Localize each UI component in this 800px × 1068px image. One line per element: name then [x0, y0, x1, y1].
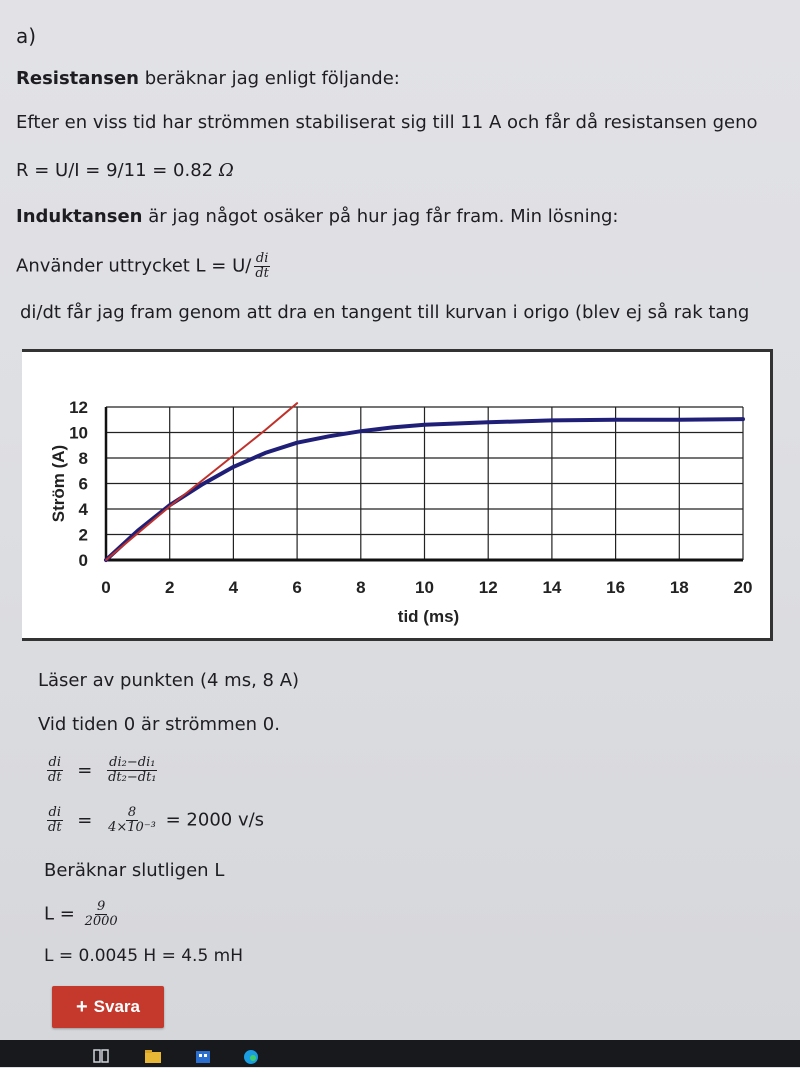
y-tick-label: 12	[69, 398, 88, 417]
x-tick-label: 12	[478, 578, 498, 597]
x-tick-label: 10	[415, 578, 434, 597]
eq1-lhs-num: di	[48, 755, 62, 770]
expression-text: Använder uttrycket L = U/	[16, 255, 252, 277]
paragraph-time-zero: Vid tiden 0 är strömmen 0.	[38, 714, 280, 735]
eq3-lhs: L =	[44, 903, 75, 925]
y-tick-label: 10	[69, 423, 88, 443]
eq3-den: 2000	[84, 914, 118, 929]
equation-derivative-value	[44, 806, 264, 835]
paragraph-read-point: Läser av punkten (4 ms, 8 A)	[38, 670, 300, 691]
fraction-numerator: di	[255, 251, 269, 266]
task-view-icon[interactable]	[92, 1048, 110, 1064]
eq2-lhs-den: dt	[48, 820, 62, 835]
eq3-fraction	[83, 900, 120, 929]
eq1-rhs	[106, 756, 158, 785]
eq2-equals: =	[77, 809, 93, 831]
x-axis-label: tid (ms)	[397, 607, 460, 626]
omega-symbol: Ω	[218, 160, 234, 181]
eq2-rhs-den: 4×10⁻³	[108, 820, 156, 835]
x-tick-label: 8	[356, 578, 366, 597]
paragraph-expression	[16, 252, 273, 281]
di-dt-fraction	[253, 252, 271, 281]
paragraph-final: Beräknar slutligen L	[44, 860, 225, 881]
eq2-result: = 2000 v/s	[165, 809, 265, 831]
equation-derivative	[44, 756, 161, 785]
series-tangent-line	[106, 403, 297, 560]
plus-icon: +	[75, 995, 88, 1018]
y-tick-label: 2	[78, 525, 88, 545]
paragraph-resistance	[16, 68, 400, 89]
x-tick-label: 2	[164, 578, 175, 597]
eq1-rhs-num: di₂−di₁	[109, 755, 156, 770]
eq1-lhs-den: dt	[48, 770, 62, 785]
x-tick-label: 18	[669, 578, 689, 597]
eq2-lhs	[46, 806, 64, 835]
resistance-formula	[16, 160, 234, 181]
paragraph-tangent: di/dt får jag fram genom att dra en tangent till kurvan i origo (blev ej så rak tang	[20, 302, 750, 323]
eq2-rhs	[106, 806, 158, 835]
resistance-text: beräknar jag enligt följande:	[138, 68, 400, 89]
store-icon[interactable]	[194, 1048, 212, 1064]
inductance-text: är jag något osäker på hur jag får fram. Min lösning:	[142, 206, 619, 227]
fraction-denominator: dt	[255, 266, 269, 281]
inductance-label: Induktansen	[16, 206, 143, 227]
paragraph-stabilized: Efter en viss tid har strömmen stabiliserat sig till 11 A och får då resistansen geno	[16, 112, 758, 133]
x-tick-label: 20	[733, 578, 753, 597]
resistance-label: Resistansen	[16, 68, 139, 89]
chart-image	[22, 349, 773, 641]
y-tick-label: 8	[78, 449, 88, 468]
resistance-formula-text: R = U/I = 9/11 = 0.82	[16, 160, 219, 181]
taskbar	[0, 1040, 800, 1067]
x-tick-label: 6	[292, 578, 302, 597]
equation-inductance	[44, 900, 122, 929]
paragraph-result: L = 0.0045 H = 4.5 mH	[44, 946, 244, 966]
svara-button[interactable]	[52, 986, 164, 1028]
eq1-lhs	[46, 756, 64, 785]
eq1-rhs-den: dt₂−dt₁	[108, 770, 157, 785]
y-axis-label: Ström (A)	[49, 444, 68, 523]
y-tick-label: 0	[78, 551, 88, 570]
x-tick-label: 16	[606, 578, 626, 597]
file-explorer-icon[interactable]	[144, 1048, 162, 1064]
x-tick-label: 0	[101, 578, 111, 597]
eq3-num: 9	[96, 899, 106, 914]
y-tick-label: 4	[78, 500, 88, 519]
eq2-lhs-num: di	[48, 805, 62, 820]
eq2-rhs-num: 8	[127, 805, 137, 820]
x-tick-label: 4	[228, 578, 239, 597]
x-tick-label: 14	[542, 578, 562, 597]
eq1-equals: =	[77, 759, 93, 781]
y-tick-label: 6	[78, 474, 88, 494]
current-time-chart	[22, 352, 770, 638]
edge-icon[interactable]	[242, 1048, 260, 1064]
svara-label: Svara	[93, 997, 140, 1016]
paragraph-inductance	[16, 206, 618, 227]
heading: a)	[16, 24, 37, 48]
